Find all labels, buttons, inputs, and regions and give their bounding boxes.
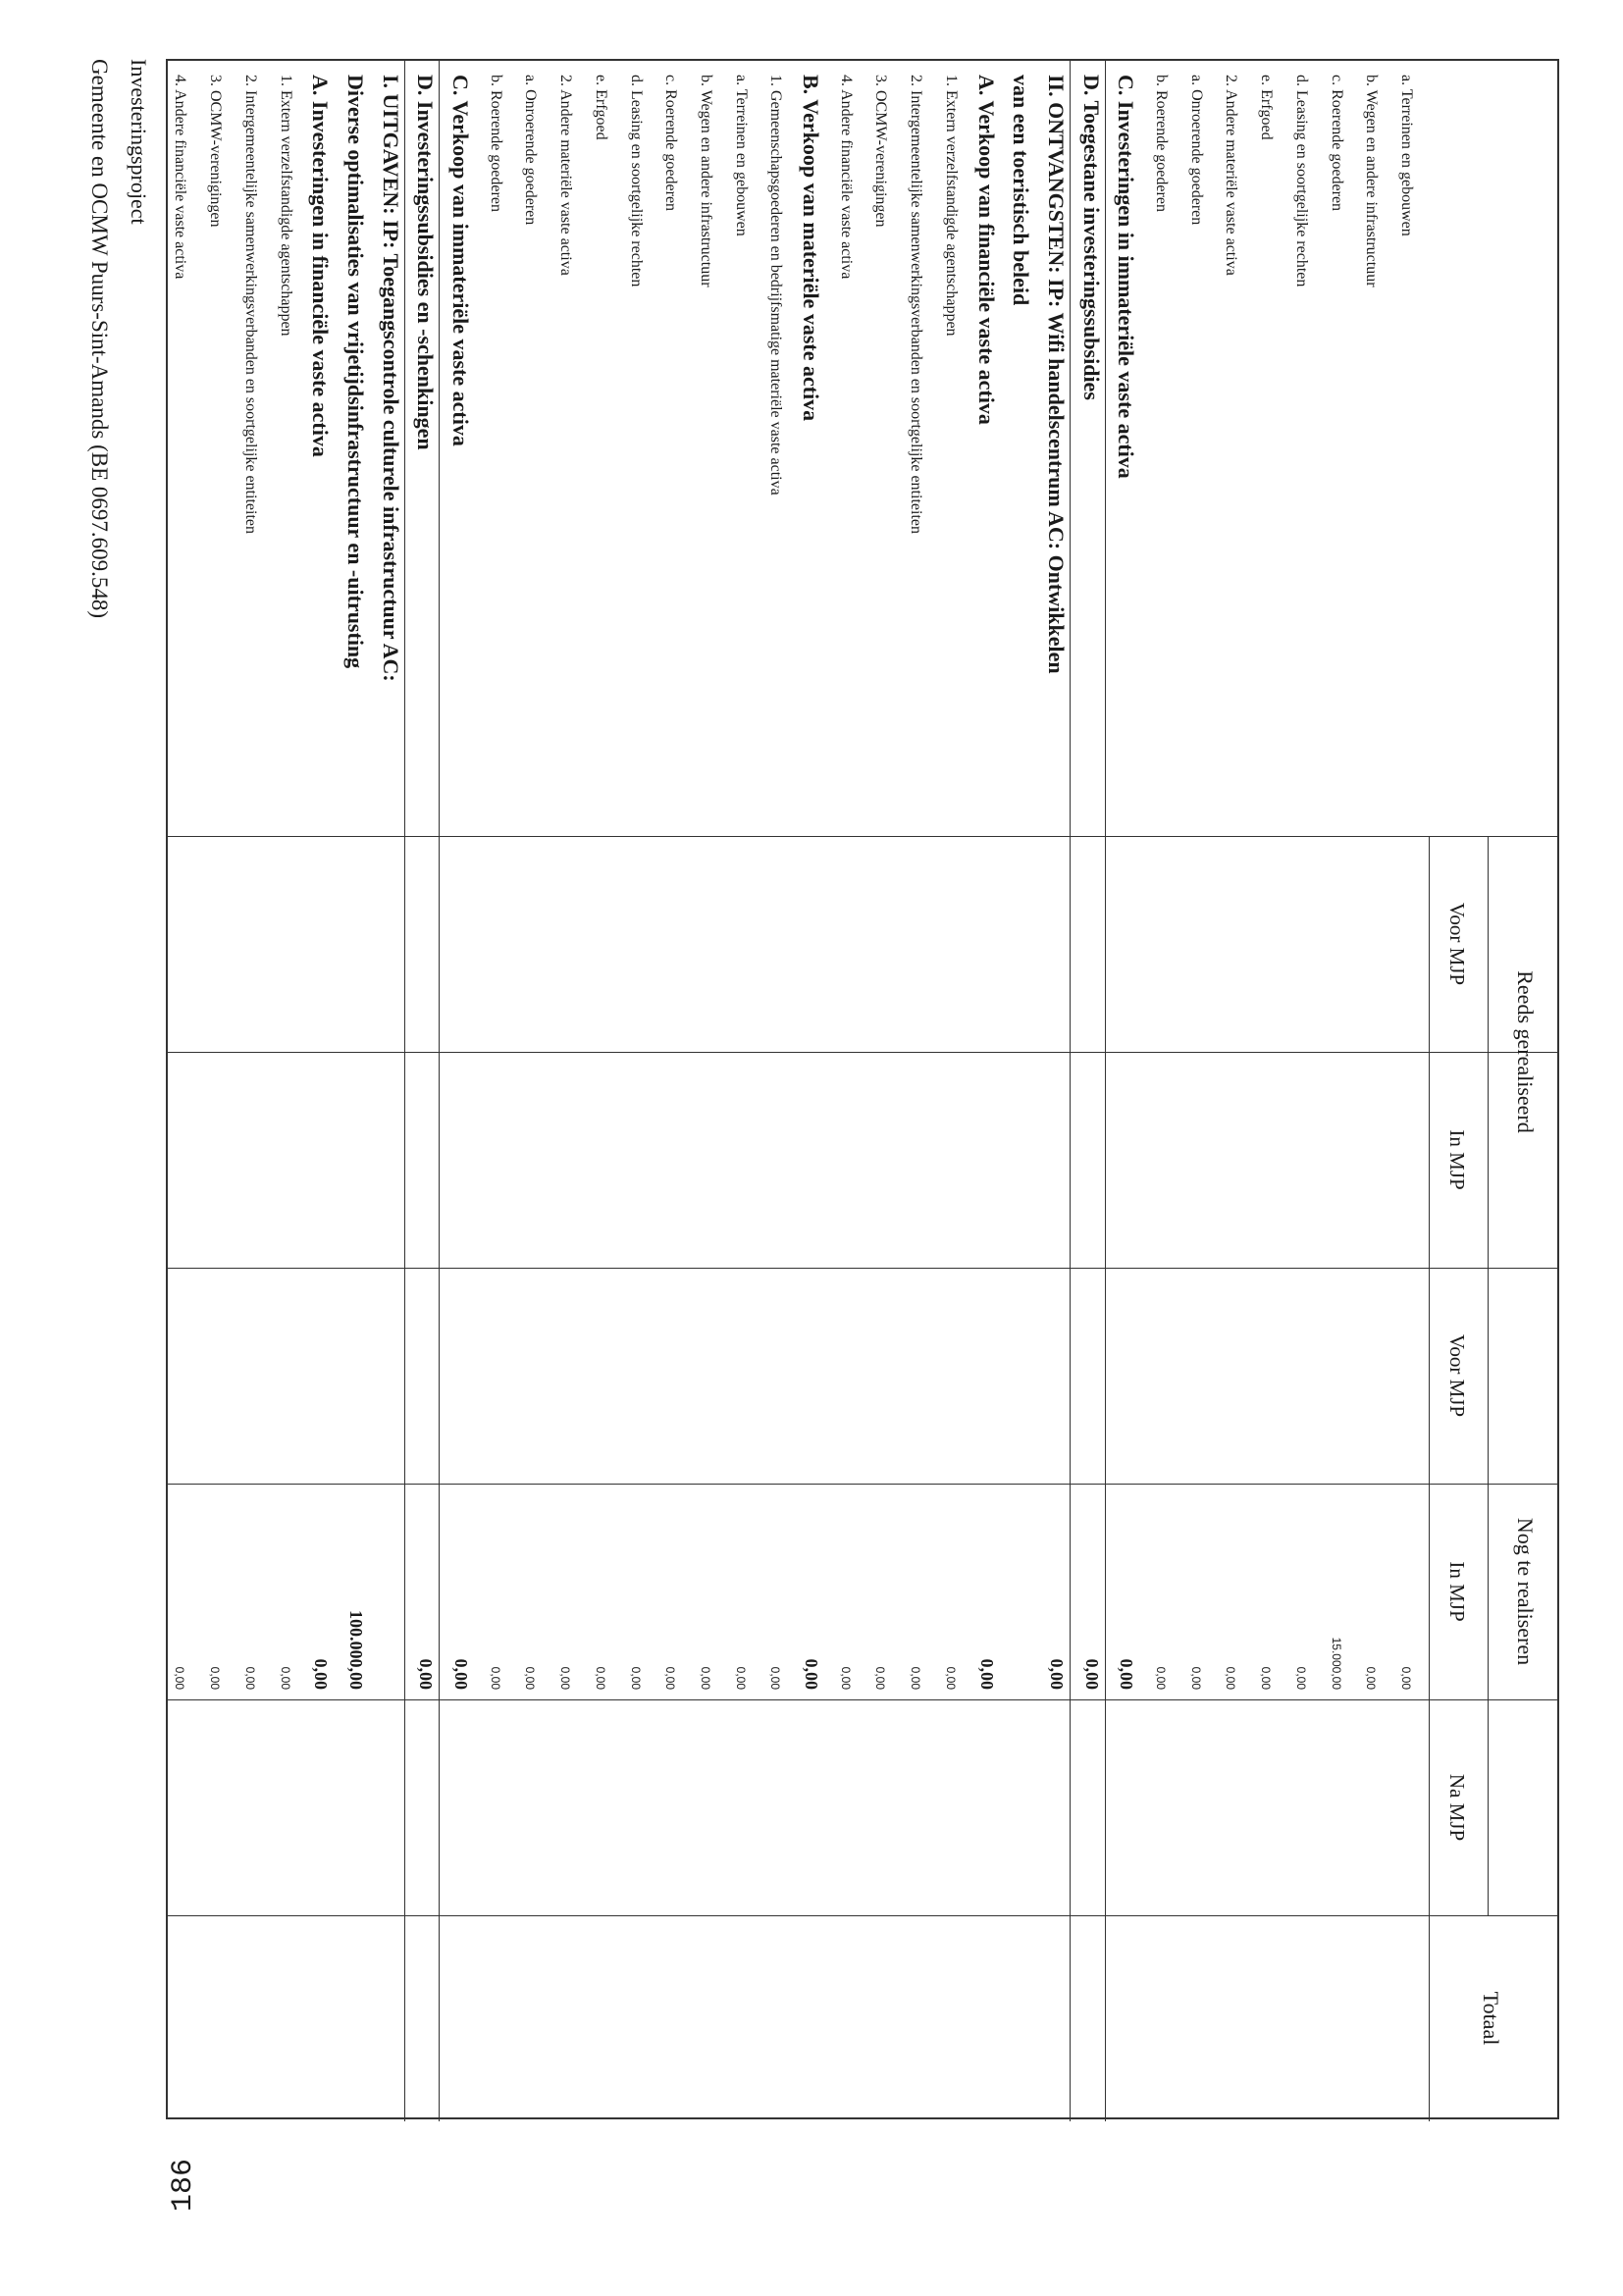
- col-divider: [168, 1915, 1557, 1916]
- section-divider: [1105, 61, 1106, 2121]
- subheader-in-mjp: In MJP: [1445, 1561, 1469, 1622]
- col-divider: [168, 1052, 1557, 1053]
- row-value-in-mjp: 0,00: [416, 1658, 437, 1690]
- row-label: d. Leasing en soortgelijke rechten: [627, 75, 645, 287]
- row-value-in-mjp: 0,00: [699, 1666, 712, 1690]
- row-label: 4. Andere financiële vaste activa: [837, 75, 855, 280]
- row-value-in-mjp: 0,00: [1364, 1666, 1379, 1690]
- row-value-in-mjp: 0,00: [242, 1666, 257, 1690]
- row-label: a. Onroerende goederen: [1187, 75, 1205, 226]
- header-divider: [1429, 836, 1430, 2121]
- subheader-in-mjp: In MJP: [1445, 1129, 1469, 1190]
- footer-entity: Gemeente en OCMW Puurs-Sint-Amands (BE 0697.609.548): [87, 59, 112, 619]
- row-value-in-mjp: 0,00: [663, 1666, 678, 1690]
- header-divider: [1488, 1268, 1489, 1915]
- section-divider: [404, 61, 405, 2121]
- subheader-voor-mjp: Voor MJP: [1445, 1333, 1469, 1418]
- footer-project: Investeringsproject: [127, 59, 151, 225]
- investment-table: [166, 59, 1559, 2119]
- subheader-na-mjp: Na MJP: [1445, 1773, 1469, 1842]
- header-divider: [1488, 836, 1489, 1268]
- row-label: c. Roerende goederen: [662, 75, 680, 212]
- row-label: 4. Andere financiële vaste activa: [172, 75, 189, 280]
- row-value-in-mjp: 0,00: [873, 1666, 888, 1690]
- row-label: C. Investeringen in immateriële vaste activa: [1114, 75, 1139, 479]
- row-label: van een toeristisch beleid: [1009, 75, 1034, 306]
- col-divider: [168, 1699, 1557, 1700]
- row-label: d. Leasing en soortgelijke rechten: [1292, 75, 1310, 287]
- header-reeds-gerealiseerd: Reeds gerealiseerd: [1513, 970, 1538, 1133]
- row-value-in-mjp: 100.000,00: [346, 1610, 366, 1690]
- row-label: 2. Intergemeentelijke samenwerkingsverbanden en soortgelijke entiteiten: [241, 75, 259, 534]
- row-value-in-mjp: 0,00: [909, 1666, 923, 1690]
- row-label: I. UITGAVEN: IP: Toegangscontrole culturele infrastructuur AC:: [378, 75, 403, 682]
- row-value-in-mjp: 0,00: [976, 1658, 997, 1690]
- row-value-in-mjp: 0,00: [1399, 1666, 1413, 1690]
- section-divider: [1070, 61, 1071, 2121]
- row-label: C. Verkoop van immateriële vaste activa: [448, 75, 474, 446]
- row-label: 1. Extern verzelfstandigde agentschappen: [942, 75, 960, 337]
- row-value-in-mjp: 0,00: [173, 1666, 187, 1690]
- row-label: b. Wegen en andere infrastructuur: [698, 75, 714, 287]
- row-value-in-mjp: 0,00: [593, 1666, 607, 1690]
- row-value-in-mjp: 0,00: [733, 1666, 748, 1690]
- row-label: 3. OCMW-verenigingen: [872, 75, 890, 228]
- row-label: 2. Andere materiële vaste activa: [1223, 75, 1240, 276]
- row-value-in-mjp: 0,00: [278, 1666, 292, 1690]
- row-value-in-mjp: 15.000,00: [1329, 1637, 1343, 1690]
- row-value-in-mjp: 0,00: [311, 1658, 332, 1690]
- row-value-in-mjp: 0,00: [1259, 1666, 1274, 1690]
- row-label: D. Investeringssubsidies en -schenkingen: [413, 75, 439, 450]
- row-label: 2. Intergemeentelijke samenwerkingsverbanden en soortgelijke entiteiten: [908, 75, 925, 534]
- row-value-in-mjp: 0,00: [1154, 1666, 1169, 1690]
- row-value-in-mjp: 0,00: [628, 1666, 643, 1690]
- row-label: a. Terreinen en gebouwen: [1398, 75, 1415, 236]
- col-divider: [168, 1484, 1557, 1485]
- row-value-in-mjp: 0,00: [1293, 1666, 1308, 1690]
- row-value-in-mjp: 0,00: [838, 1666, 853, 1690]
- row-value-in-mjp: 0,00: [1117, 1658, 1137, 1690]
- row-label: e. Erfgoed: [592, 75, 609, 140]
- col-divider: [168, 836, 1557, 837]
- row-label: b. Roerende goederen: [1153, 75, 1171, 212]
- row-value-in-mjp: 0,00: [1188, 1666, 1203, 1690]
- row-label: b. Roerende goederen: [487, 75, 504, 212]
- row-value-in-mjp: 0,00: [768, 1666, 783, 1690]
- row-value-in-mjp: 0,00: [523, 1666, 538, 1690]
- row-label: 2. Andere materiële vaste activa: [557, 75, 575, 276]
- row-value-in-mjp: 0,00: [1081, 1658, 1102, 1690]
- row-value-in-mjp: 0,00: [488, 1666, 502, 1690]
- row-value-in-mjp: 0,00: [451, 1658, 472, 1690]
- row-value-in-mjp: 0,00: [1047, 1658, 1067, 1690]
- row-label: A. Investeringen in financiële vaste activa: [308, 75, 334, 457]
- row-label: II. ONTVANGSTEN: IP: Wifi handelscentrum AC: Ontwikkelen: [1044, 75, 1069, 674]
- row-value-in-mjp: 0,00: [802, 1658, 822, 1690]
- page-number: 186: [167, 2159, 200, 2213]
- row-label: A. Verkoop van financiële vaste activa: [973, 75, 999, 425]
- row-label: 1. Gemeenschapsgoederen en bedrijfsmatige materiële vaste activa: [767, 75, 785, 496]
- subheader-voor-mjp: Voor MJP: [1445, 902, 1469, 986]
- row-label: Diverse optimalisaties van vrijetijdsinfrastructuur en -uitrusting: [343, 75, 368, 669]
- header-totaal: Totaal: [1479, 1991, 1503, 2046]
- col-divider: [168, 1268, 1557, 1269]
- row-label: b. Wegen en andere infrastructuur: [1363, 75, 1381, 287]
- row-label: B. Verkoop van materiële vaste activa: [799, 75, 824, 422]
- row-label: c. Roerende goederen: [1328, 75, 1345, 212]
- row-value-in-mjp: 0,00: [558, 1666, 573, 1690]
- row-label: e. Erfgoed: [1258, 75, 1276, 140]
- row-label: 3. OCMW-verenigingen: [207, 75, 225, 228]
- header-nog-te-realiseren: Nog te realiseren: [1513, 1517, 1538, 1666]
- section-divider: [439, 61, 440, 2121]
- row-label: 1. Extern verzelfstandigde agentschappen: [277, 75, 294, 337]
- row-value-in-mjp: 0,00: [943, 1666, 958, 1690]
- row-label: a. Onroerende goederen: [522, 75, 540, 226]
- row-label: a. Terreinen en gebouwen: [732, 75, 750, 236]
- row-label: D. Toegestane investeringssubsidies: [1078, 75, 1104, 400]
- row-value-in-mjp: 0,00: [208, 1666, 223, 1690]
- row-value-in-mjp: 0,00: [1224, 1666, 1238, 1690]
